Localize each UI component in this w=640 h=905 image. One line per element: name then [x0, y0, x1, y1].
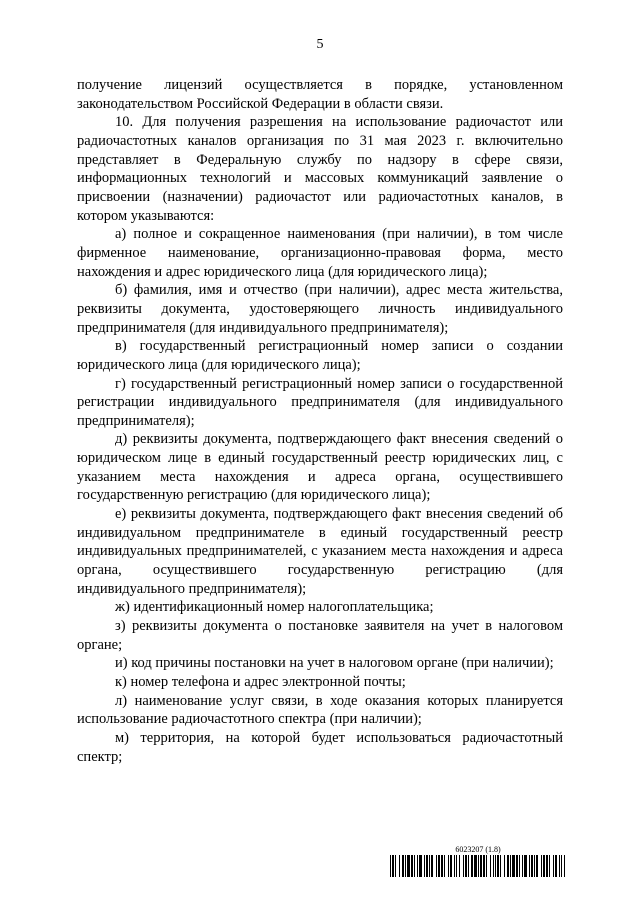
barcode-bar: [399, 855, 400, 877]
paragraph-subitem-a: а) полное и сокращенное наименования (при наличии), в том числе фирменное наименование, организационно-правовая форма, место нахождения и адрес юридического лица (для юридического лица);: [77, 226, 563, 280]
barcode-bar: [471, 855, 473, 877]
paragraph-subitem-e: е) реквизиты документа, подтверждающего факт внесения сведений об индивидуальном предпринимателе в единый государственный реестр индивидуальных предпринимателей, с указанием места нахождения и адреса органа, осуществившего государственную регистрацию (для индивидуального предпринимателя);: [77, 506, 563, 597]
paragraph-subitem-m: м) территория, на которой будет использоваться радиочастотный спектр;: [77, 729, 563, 765]
barcode-bar: [512, 855, 515, 877]
barcode-bar: [417, 855, 418, 877]
barcode-bar: [524, 855, 527, 877]
paragraph-item-10: 10. Для получения разрешения на использование радиочастот или радиочастотных каналов организация по 31 мая 2023 г. включительно представляет в Федеральную службу по надзору в сфере связи, информационных технологий и массовых коммуникаций заявление о присвоении (назначении) радиочастот или радиочастотных каналов, в котором указываются:: [77, 114, 563, 224]
barcode-icon: [390, 855, 566, 877]
barcode-bar: [500, 855, 501, 877]
barcode-bar: [519, 855, 520, 877]
barcode-bar: [486, 855, 487, 877]
barcode-bar: [483, 855, 485, 877]
barcode-bar: [390, 855, 391, 877]
barcode-bar: [392, 855, 394, 877]
barcode-bar: [419, 855, 422, 877]
document-body: [77, 76, 563, 766]
barcode-bar: [480, 855, 482, 877]
barcode-bar: [426, 855, 428, 877]
barcode-bar: [504, 855, 505, 877]
barcode-bar: [402, 855, 404, 877]
barcode-bar: [407, 855, 410, 877]
barcode-bar: [531, 855, 533, 877]
barcode-bar: [561, 855, 562, 877]
barcode-bar: [411, 855, 413, 877]
barcode-bar: [495, 855, 496, 877]
paragraph-subitem-g: г) государственный регистрационный номер записи о государственной регистрации индивидуального предпринимателя (для индивидуального предпринимателя);: [77, 375, 563, 429]
barcode-bar: [555, 855, 557, 877]
barcode-bar: [553, 855, 554, 877]
barcode-bar: [549, 855, 550, 877]
barcode-label: 6023207 (1.8): [455, 845, 501, 854]
page-number: 5: [316, 37, 324, 52]
barcode-bar: [444, 855, 445, 877]
barcode-bar: [454, 855, 455, 877]
paragraph-subitem-v: в) государственный регистрационный номер записи о создании юридического лица (для юридического лица);: [77, 338, 563, 373]
barcode-bar: [564, 855, 565, 877]
barcode-bar: [448, 855, 449, 877]
barcode-bar: [510, 855, 511, 877]
barcode-bar: [474, 855, 477, 877]
barcode-bar: [405, 855, 406, 877]
barcode-bar: [529, 855, 530, 877]
barcode-bar: [497, 855, 499, 877]
barcode-bar: [478, 855, 479, 877]
barcode-bar: [541, 855, 542, 877]
barcode-bar: [436, 855, 437, 877]
paragraph-subitem-k: к) номер телефона и адрес электронной почты;: [115, 674, 406, 690]
barcode-bar: [507, 855, 509, 877]
barcode-bar: [465, 855, 467, 877]
paragraph-subitem-zh: ж) идентификационный номер налогоплательщика;: [115, 599, 434, 616]
barcode-bar: [516, 855, 518, 877]
barcode-bar: [546, 855, 548, 877]
paragraph-subitem-d: д) реквизиты документа, подтверждающего факт внесения сведений о юридическом лице в единый государственный реестр юридических лиц, с указанием места нахождения и адреса органа, осуществившего государственную регистрацию (для юридического лица);: [77, 431, 563, 504]
barcode-bar: [395, 855, 396, 877]
paragraph-subitem-l: л) наименование услуг связи, в ходе оказания которых планируется использование радиочастотного спектра (при наличии);: [77, 692, 563, 728]
barcode-bar: [543, 855, 545, 877]
barcode-bar: [459, 855, 460, 877]
barcode-bar: [424, 855, 425, 877]
barcode-bar: [468, 855, 469, 877]
barcode-bar: [441, 855, 443, 877]
barcode-block: [390, 845, 566, 895]
barcode-bar: [463, 855, 464, 877]
barcode-bar: [534, 855, 535, 877]
barcode-bar: [429, 855, 430, 877]
paragraph-intro: получение лицензий осуществляется в порядке, установленном законодательством Российской Федерации в области связи.: [77, 77, 563, 112]
barcode-bar: [456, 855, 457, 877]
paragraph-subitem-z: з) реквизиты документа о постановке заявителя на учет в налоговом органе;: [77, 618, 563, 653]
paragraph-subitem-i: и) код причины постановки на учет в налоговом органе (при наличии);: [115, 655, 554, 672]
barcode-bar: [431, 855, 433, 877]
barcode-bar: [522, 855, 523, 877]
barcode-bar: [438, 855, 440, 877]
barcode-bar: [414, 855, 415, 877]
barcode-bar: [536, 855, 538, 877]
paragraph-subitem-b: б) фамилия, имя и отчество (при наличии), адрес места жительства, реквизиты документа, удостоверяющего личность индивидуального предпринимателя (для индивидуального предпринимателя);: [77, 282, 563, 336]
barcode-bar: [493, 855, 494, 877]
barcode-bar: [490, 855, 491, 877]
barcode-bar: [450, 855, 452, 877]
barcode-bar: [559, 855, 560, 877]
